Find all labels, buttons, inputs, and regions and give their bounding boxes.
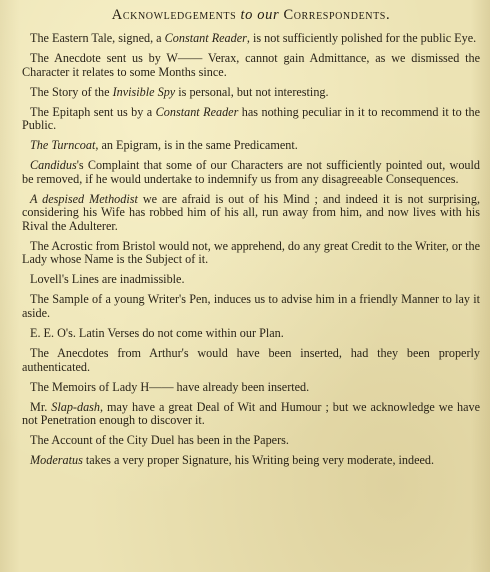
- entry-despised-methodist: [22, 193, 480, 234]
- entry-text: The Anecdote sent us by W—— Verax, cannot gain Admittance, as we dismissed the Character it relates to some Months since.: [22, 50, 480, 79]
- entry-text: The Story of the: [30, 84, 113, 99]
- entry-italic: Invisible Spy: [112, 84, 176, 99]
- entry-text: , may have a great Deal of Wit and Humour ; but we acknowledge we have not Penetration enough to discover it.: [22, 399, 480, 428]
- entry-text: is personal, but not interesting.: [175, 84, 329, 99]
- entry-epitaph: [22, 106, 480, 133]
- entry-italic: Moderatus: [30, 453, 83, 468]
- entry-text: 's Complaint that some of our Characters are not sufficiently pointed out, would be removed, if he would undertake to indemnify us from any disagreeable Consequences.: [22, 158, 480, 186]
- entry-slap-dash: [22, 401, 480, 428]
- entry-arthurs-anecdotes: [22, 347, 480, 374]
- entry-eastern-tale: [22, 32, 480, 46]
- entry-acrostic-bristol: [22, 240, 480, 267]
- entry-young-writer: [22, 293, 480, 320]
- entry-text: The Sample of a young Writer's Pen, induces us to advise him in a friendly Manner to lay it aside.: [22, 292, 480, 321]
- entry-text: , is not sufficiently polished for the public Eye.: [246, 31, 477, 45]
- entry-text: Lovell's Lines are inadmissible.: [30, 272, 185, 287]
- heading-part3: Correspondents.: [283, 7, 391, 23]
- entry-text: The Memoirs of Lady H—— have already been inserted.: [30, 379, 310, 394]
- entries-list: [22, 32, 480, 468]
- entry-anecdote-verax: [22, 52, 480, 79]
- entry-italic: Constant Reader: [155, 104, 239, 119]
- entry-text: E. E. O's. Latin Verses do not come within our Plan.: [30, 326, 284, 340]
- entry-italic: A despised Methodist: [30, 191, 138, 206]
- entry-italic: Slap-dash: [51, 399, 100, 414]
- entry-text: The Account of the City Duel has been in the Papers.: [30, 433, 289, 448]
- entry-city-duel: [22, 434, 480, 448]
- entry-turncoat: [22, 139, 480, 153]
- entry-text: The Eastern Tale, signed, a: [30, 31, 165, 45]
- entry-italic: Candidus: [30, 158, 77, 173]
- entry-text: , an Epigram, is in the same Predicament.: [95, 138, 298, 153]
- entry-lady-h-memoirs: [22, 381, 480, 395]
- entry-text: has nothing peculiar in it to recommend it to the Public.: [22, 104, 481, 133]
- entry-italic: The Turncoat: [30, 138, 96, 153]
- heading-part1: Acknowledgements: [111, 7, 237, 23]
- heading-part2: to our: [240, 7, 280, 23]
- entry-text: The Anecdotes from Arthur's would have been inserted, had they been properly authenticated.: [22, 345, 480, 374]
- entry-lovells-lines: [22, 273, 480, 287]
- page-title: [22, 6, 480, 24]
- entry-latin-verses: [22, 327, 480, 341]
- entry-text: The Epitaph sent us by a: [30, 104, 156, 119]
- entry-text: Mr.: [30, 399, 52, 414]
- entry-invisible-spy: [22, 86, 480, 100]
- entry-text: we are afraid is out of his Mind ; and indeed it is not surprising, considering his Wife has robbed him of his all, run away from him, and now lives with his Rival the Adulterer.: [22, 191, 480, 233]
- entry-italic: Constant Reader: [164, 31, 247, 45]
- entry-moderatus: [22, 454, 480, 468]
- entry-candidus: [22, 159, 480, 186]
- entry-text: The Acrostic from Bristol would not, we apprehend, do any great Credit to the Writer, or the Lady whose Name is the Subject of it.: [22, 238, 480, 267]
- entry-text: takes a very proper Signature, his Writing being very moderate, indeed.: [82, 453, 435, 468]
